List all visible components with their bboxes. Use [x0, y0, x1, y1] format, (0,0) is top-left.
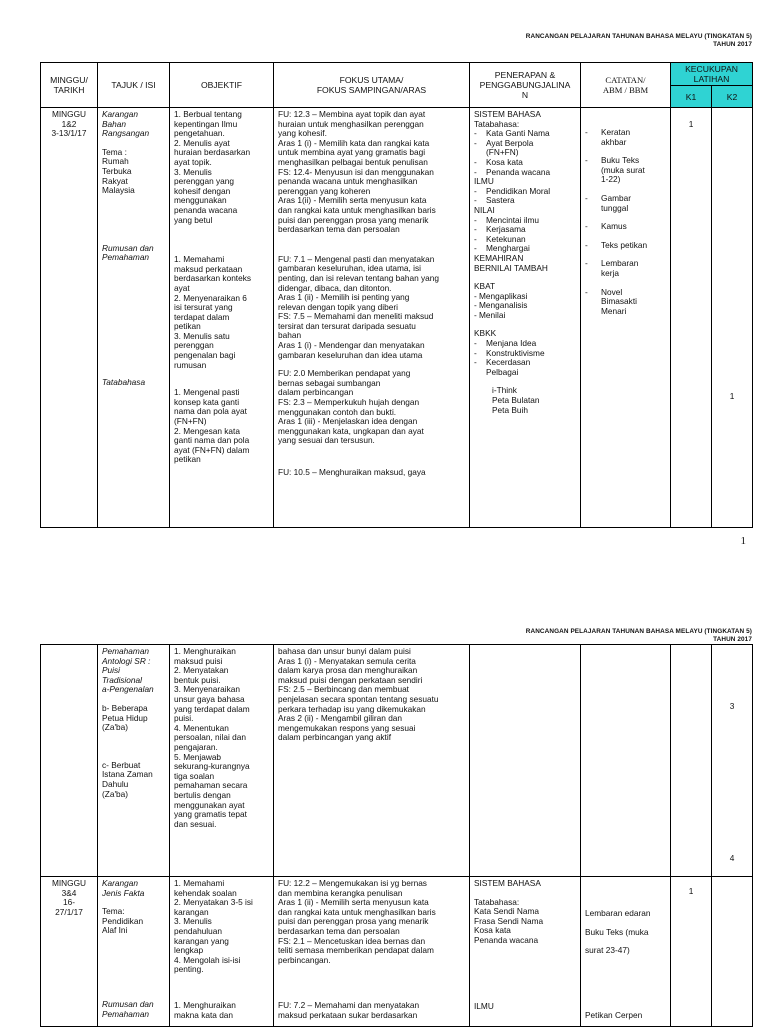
col-kecukupan-header: KECUKUPAN LATIHAN — [671, 63, 753, 86]
cell-catatan — [581, 645, 671, 877]
page-2 — [0, 620, 768, 1024]
cell-objektif: 1. Memahami kehendak soalan 2. Menyatakan 3-5 isi karangan 3. Menulis pendahuluan karangan yang lengkap 4. Mengolah isi-isi penting. 1. Menghuraikan makna kata dan — [170, 877, 274, 1027]
table-row — [41, 645, 753, 877]
cell-penerapan — [470, 645, 581, 877]
header-year: TAHUN 2017 — [713, 41, 752, 48]
header-row — [41, 63, 753, 86]
header-title: RANCANGAN PELAJARAN TAHUNAN BAHASA MELAYU (TINGKATAN 5) — [525, 33, 752, 40]
cell-k1 — [671, 645, 712, 877]
col-k1-header: K1 — [671, 86, 712, 108]
cell-tajuk: Karangan Jenis Fakta Tema: Pendidikan Alaf Ini Rumusan dan Pemahaman — [98, 877, 170, 1027]
table-row — [41, 877, 753, 1027]
cell-k1: 1 — [671, 108, 712, 528]
header-title: RANCANGAN PELAJARAN TAHUNAN BAHASA MELAYU (TINGKATAN 5) — [525, 628, 752, 635]
page-number: 1 — [740, 535, 746, 547]
cell-minggu — [41, 645, 98, 877]
cell-fokus: FU: 12.2 – Mengemukakan isi yg bernas dan membina kerangka penulisan Aras 1 (ii) - Memilih serta menyusun kata dan rangkai kata untuk menghasilkan baris puisi dan perenggan prosa yang menarik berdasarkan tema dan persoalan FS: 2.1 – Mencetuskan idea bernas dan teliti semasa memberikan pendapat dalam perbincangan. FU: 7.2 – Memahami dan menyatakan maksud perkataan sukar berdasarkan — [274, 877, 470, 1027]
cell-catatan: Lembaran edaran Buku Teks (muka surat 23-47) Petikan Cerpen — [581, 877, 671, 1027]
page-header — [526, 33, 752, 49]
cell-penerapan: SISTEM BAHASA Tatabahasa: - Kata Ganti Nama - Ayat Berpola (FN+FN) - Kosa kata - Penanda wacana ILMU - Pendidikan Moral - Sastera NILAI - Mencintai ilmu - Kerjasama - Ketekunan - Menghargai KEMAHIRAN BERNILAI TAMBAH KBAT - Mengaplikasi - Menganalisis - Menilai KBKK - Menjana Idea - Konstruktivisme - Kecerdasan Pelbagai i-Think Peta Bulatan Peta Buih — [470, 108, 581, 528]
cell-k2: 3 4 — [712, 645, 753, 877]
col-catatan-header: CATATAN/ ABM / BBM — [581, 63, 671, 108]
cell-k2 — [712, 877, 753, 1027]
cell-objektif: 1. Berbual tentang kepentingan Ilmu pengetahuan. 2. Menulis ayat huraian berdasarkan ayat topik. 3. Menulis perenggan yang kohesif dengan menggunakan penanda wacana yang betul 1. Memahami maksud perkataan berdasarkan konteks ayat 2. Menyenaraikan 6 isi tersurat yang terdapat dalam petikan 3. Menulis satu perenggan pengenalan bagi rumusan 1. Mengenal pasti konsep kata ganti nama dan pola ayat (FN+FN) 2. Mengesan kata ganti nama dan pola ayat (FN+FN) dalam petikan — [170, 108, 274, 528]
col-minggu-header: MINGGU/ TARIKH — [41, 63, 98, 108]
col-fokus-header: FOKUS UTAMA/ FOKUS SAMPINGAN/ARAS — [274, 63, 470, 108]
cell-tajuk: Pemahaman Antologi SR : Puisi Tradisional a-Pengenalan b- Beberapa Petua Hidup (Za'ba) c- Berbuat Istana Zaman Dahulu (Za'ba) — [98, 645, 170, 877]
cell-objektif: 1. Menghuraikan maksud puisi 2. Menyatakan bentuk puisi. 3. Menyenaraikan unsur gaya bahasa yang terdapat dalam puisi. 4. Menentukan persoalan, nilai dan pengajaran. 5. Menjawab sekurang-kurangnya tiga soalan pemahaman secara bertulis dengan menggunakan ayat yang gramatis tepat dan sesuai. — [170, 645, 274, 877]
cell-catatan: - Keratan akhbar - Buku Teks (muka surat 1-22) - Gambar tunggal - Kamus - Teks petikan - Lembaran kerja - Novel Bimasakti Menari — [581, 108, 671, 528]
cell-k2: 1 — [712, 108, 753, 528]
cell-penerapan: SISTEM BAHASA Tatabahasa: Kata Sendi Nama Frasa Sendi Nama Kosa kata Penanda wacana ILMU — [470, 877, 581, 1027]
col-objektif-header: OBJEKTIF — [170, 63, 274, 108]
plan-table-page-2 — [40, 644, 753, 1027]
col-k2-header: K2 — [712, 86, 753, 108]
table-row — [41, 108, 753, 528]
header-year: TAHUN 2017 — [713, 636, 752, 643]
cell-k1: 1 — [671, 877, 712, 1027]
col-penerapan-header: PENERAPAN & PENGGABUNGJALINA N — [470, 63, 581, 108]
cell-tajuk: Karangan Bahan Rangsangan Tema : Rumah Terbuka Rakyat Malaysia Rumusan dan Pemahaman Tatabahasa — [98, 108, 170, 528]
cell-minggu: MINGGU 1&2 3-13/1/17 — [41, 108, 98, 528]
cell-fokus: FU: 12.3 – Membina ayat topik dan ayat huraian untuk menghasilkan perenggan yang kohesif. Aras 1 (i) - Memilih kata dan rangkai kata untuk membina ayat yang gramatis bagi menghasilkan pelbagai bentuk penulisan FS: 12.4- Menyusun isi dan menggunakan penanda wacana untuk menghasilkan perenggan yang koheren Aras 1(ii) - Memilih serta menyusun kata dan rangkai kata untuk menghasilkan baris puisi dan perenggan prosa yang menarik berdasarkan tema dan persoalan FU: 7.1 – Mengenal pasti dan menyatakan gambaran keseluruhan, idea utama, isi penting, dan isi relevan tentang bahan yang didengar, dibaca, dan ditonton. Aras 1 (ii) - Memilih isi penting yang relevan dengan topik yang diberi FS: 7.5 – Memahami dan meneliti maksud tersirat dan tersurat daripada sesuatu bahan Aras 1 (i) - Mendengar dan menyatakan gambaran keseluruhan dan idea utama FU: 2.0 Memberikan pendapat yang bernas sebagai sumbangan dalam perbincangan FS: 2.3 – Memperkukuh hujah dengan menggunakan contoh dan bukti. Aras 1 (iii) - Menjelaskan idea dengan menggunakan kata, ungkapan dan ayat yang sesuai dan tersusun. FU: 10.5 – Menghuraikan maksud, gaya — [274, 108, 470, 528]
col-tajuk-header: TAJUK / ISI — [98, 63, 170, 108]
cell-fokus: bahasa dan unsur bunyi dalam puisi Aras 1 (i) - Menyatakan semula cerita dalam karya prosa dan menghuraikan maksud puisi dengan perkataan sendiri FS: 2.5 – Berbincang dan membuat penjelasan secara spontan tentang sesuatu perkara terhadap isu yang dikemukakan Aras 2 (ii) - Mengambil giliran dan mengemukakan respons yang sesuai dalam perbincangan yang aktif — [274, 645, 470, 877]
plan-table-page-1 — [40, 62, 753, 528]
cell-minggu: MINGGU 3&4 16- 27/1/17 — [41, 877, 98, 1027]
page-header — [526, 628, 752, 644]
